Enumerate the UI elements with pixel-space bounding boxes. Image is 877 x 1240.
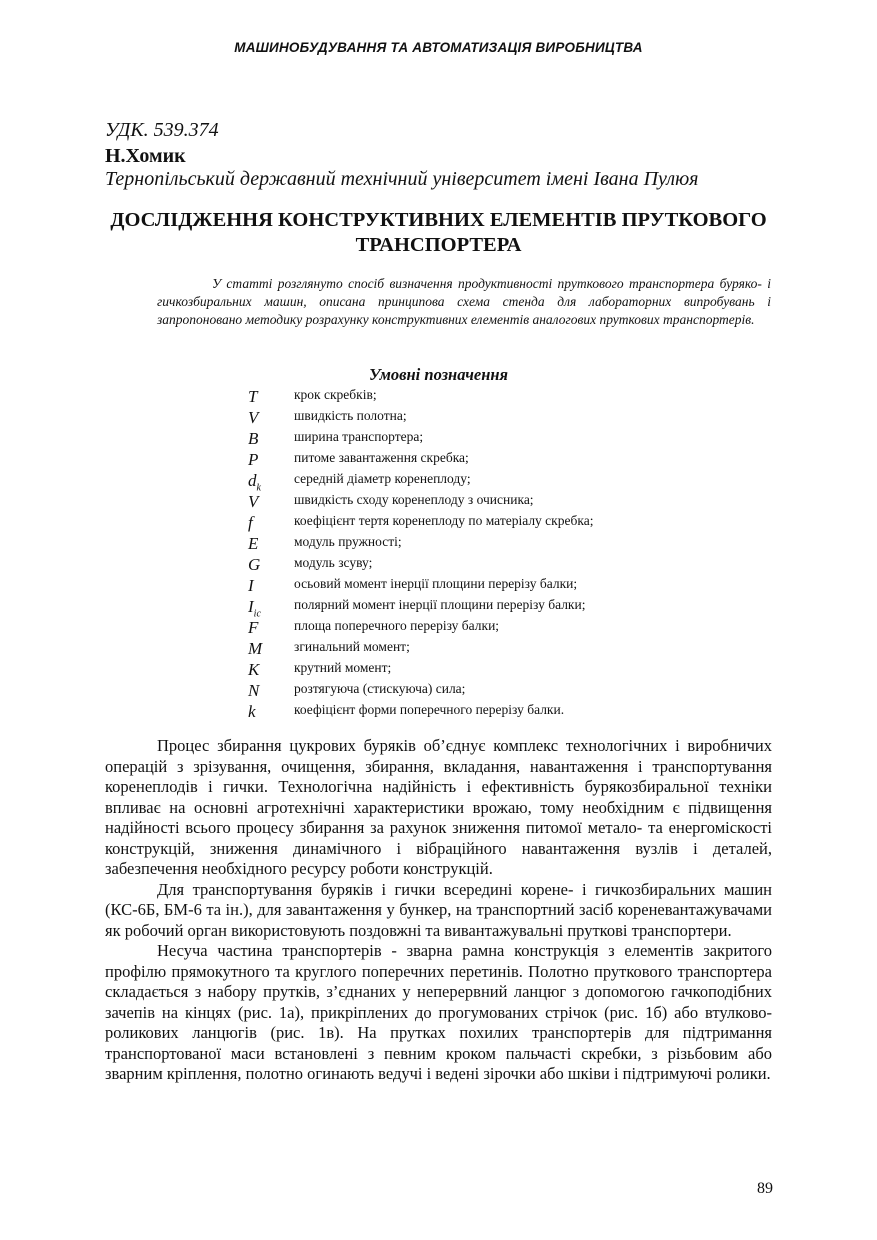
nomenclature-symbol (248, 491, 258, 512)
symbol-letter: T (248, 387, 258, 406)
nomenclature-symbol (248, 554, 260, 575)
nomenclature-description: швидкість полотна; (294, 408, 407, 423)
nomenclature-description: осьовий момент інерції площини перерізу балки; (294, 576, 578, 591)
body-paragraph: Процес збирання цукрових буряків об’єднує комплекс технологічних і виробничих операцій з зрізування, очищення, збирання, вкладання, навантаження і транспортування коренеплодів і гички. Технологічна надійність і ефективність бурякозбиральної техніки впливає на основні агротехнічні характеристики врожаю, тому необхідним є підвищення надійності всього процесу збирання за рахунок зниження питомої метало- та енергоміскості конструкцій, зниження динамічного і вібраційного навантаження вузлів і деталей, забезпечення необхідного ресурсу роботи конструкцій. (105, 736, 772, 878)
nomenclature-symbol (248, 512, 253, 533)
nomenclature-description: розтягуюча (стискуюча) сила; (294, 681, 466, 696)
article-title-line: ТРАНСПОРТЕРА (355, 234, 522, 256)
nomenclature-symbol (248, 701, 256, 722)
symbol-letter: K (248, 660, 260, 679)
nomenclature-heading: Умовні позначення (368, 365, 509, 384)
author-affiliation: Тернопільський державний технічний університет імені Івана Пулюя (105, 168, 699, 190)
symbol-letter: B (248, 429, 259, 448)
body-paragraph: Для транспортування буряків і гички всередині корене- і гичкозбиральних машин (КС-6Б, БМ-6 та ін.), для завантаження у бункер, на транспортний засіб кореневантажувачами як робочий орган використовують поздовжні та вивантажувальні пруткові транспортери. (105, 879, 772, 940)
nomenclature-description: коефіцієнт тертя коренеплоду по матеріалу скребка; (294, 513, 594, 528)
nomenclature-item (248, 386, 748, 407)
nomenclature-item (248, 533, 748, 554)
author-name: Н.Хомик (105, 145, 186, 167)
abstract (157, 275, 771, 329)
nomenclature-item (248, 680, 748, 701)
nomenclature-item (248, 449, 748, 470)
abstract-text: У статті розглянуто спосіб визначення продуктивності пруткового транспортера буряко- і гичкозбиральних машин, описана принципова схема стенда для лабораторних випробувань і запропоновано методику розрахунку конструктивних елементів аналогових пруткових транспортерів. (157, 276, 771, 327)
nomenclature-description: згинальний момент; (294, 639, 410, 654)
symbol-subscript: k (256, 482, 261, 494)
nomenclature-item (248, 470, 748, 494)
nomenclature-symbol (248, 617, 258, 638)
page-number: 89 (757, 1180, 773, 1197)
nomenclature-description: коефіцієнт форми поперечного перерізу балки. (294, 702, 565, 717)
nomenclature-item (248, 575, 748, 596)
nomenclature-symbol (248, 449, 258, 470)
symbol-letter: d (248, 471, 257, 490)
symbol-letter: I (248, 597, 254, 616)
symbol-letter: E (248, 534, 259, 553)
nomenclature-description: крутний момент; (294, 660, 392, 675)
nomenclature-symbol (248, 386, 257, 407)
symbol-letter: M (248, 639, 263, 658)
symbol-letter: N (248, 681, 260, 700)
nomenclature-item (248, 701, 748, 722)
symbol-letter: V (248, 492, 259, 511)
nomenclature-symbol (248, 638, 262, 659)
symbol-letter: V (248, 408, 259, 427)
symbol-letter: k (248, 702, 256, 721)
nomenclature-item (248, 512, 748, 533)
nomenclature-description: модуль пружності; (294, 534, 402, 549)
nomenclature-description: полярний момент інерції площини перерізу балки; (294, 597, 586, 612)
symbol-letter: I (248, 576, 254, 595)
symbol-letter: P (248, 450, 259, 469)
article-title (90, 208, 787, 258)
symbol-letter: f (248, 513, 253, 532)
nomenclature-item (248, 407, 748, 428)
body-paragraph: Несуча частина транспортерів - зварна рамна конструкція з елементів закритого профілю прямокутного та круглого поперечних перетинів. Полотно пруткового транспортера складається з набору прутків, з’єднаних у неперервний ланцюг з допомогою гачкоподібних зачепів на кінцях (рис. 1а), прикріплених до прогумованих стрічок (рис. 1б) або втулково-роликових ланцюгів (рис. 1в). На прутках похилих транспортерів для підтримання транспортованої маси встановлені з певним кроком пальчасті скребки, з різьбовим або зварним кріплення, полотно огинають ведучі і ведені зірочки або шківи і підтримуючі ролики. (105, 941, 772, 1083)
nomenclature-description: ширина транспортера; (294, 429, 424, 444)
nomenclature-description: питоме завантаження скребка; (294, 450, 469, 465)
nomenclature-description: крок скребків; (294, 387, 377, 402)
nomenclature-item (248, 428, 748, 449)
nomenclature-symbol (248, 659, 259, 680)
nomenclature-item (248, 554, 748, 575)
article-body (105, 736, 772, 1085)
nomenclature-symbol (248, 533, 258, 554)
nomenclature-symbol (248, 428, 258, 449)
nomenclature-item (248, 638, 748, 659)
nomenclature-item (248, 596, 748, 620)
udk-code: УДК. 539.374 (105, 119, 219, 141)
symbol-subscript: ic (253, 608, 261, 620)
symbol-letter: F (248, 618, 259, 637)
nomenclature-item (248, 491, 748, 512)
nomenclature-symbol (248, 575, 254, 596)
article-title-line: ДОСЛІДЖЕННЯ КОНСТРУКТИВНИХ ЕЛЕМЕНТІВ ПРУТКОВОГО (110, 209, 767, 231)
running-header: МАШИНОБУДУВАННЯ ТА АВТОМАТИЗАЦІЯ ВИРОБНИЦТВА (234, 40, 643, 55)
nomenclature-description: швидкість сходу коренеплоду з очисника; (294, 492, 534, 507)
nomenclature-description: площа поперечного перерізу балки; (294, 618, 500, 633)
nomenclature-description: середній діаметр коренеплоду; (294, 471, 471, 486)
nomenclature-description: модуль зсуву; (294, 555, 373, 570)
nomenclature-item (248, 659, 748, 680)
nomenclature-symbol (248, 680, 259, 701)
nomenclature-item (248, 617, 748, 638)
nomenclature-symbol (248, 407, 258, 428)
symbol-letter: G (248, 555, 261, 574)
nomenclature-list (248, 386, 748, 722)
